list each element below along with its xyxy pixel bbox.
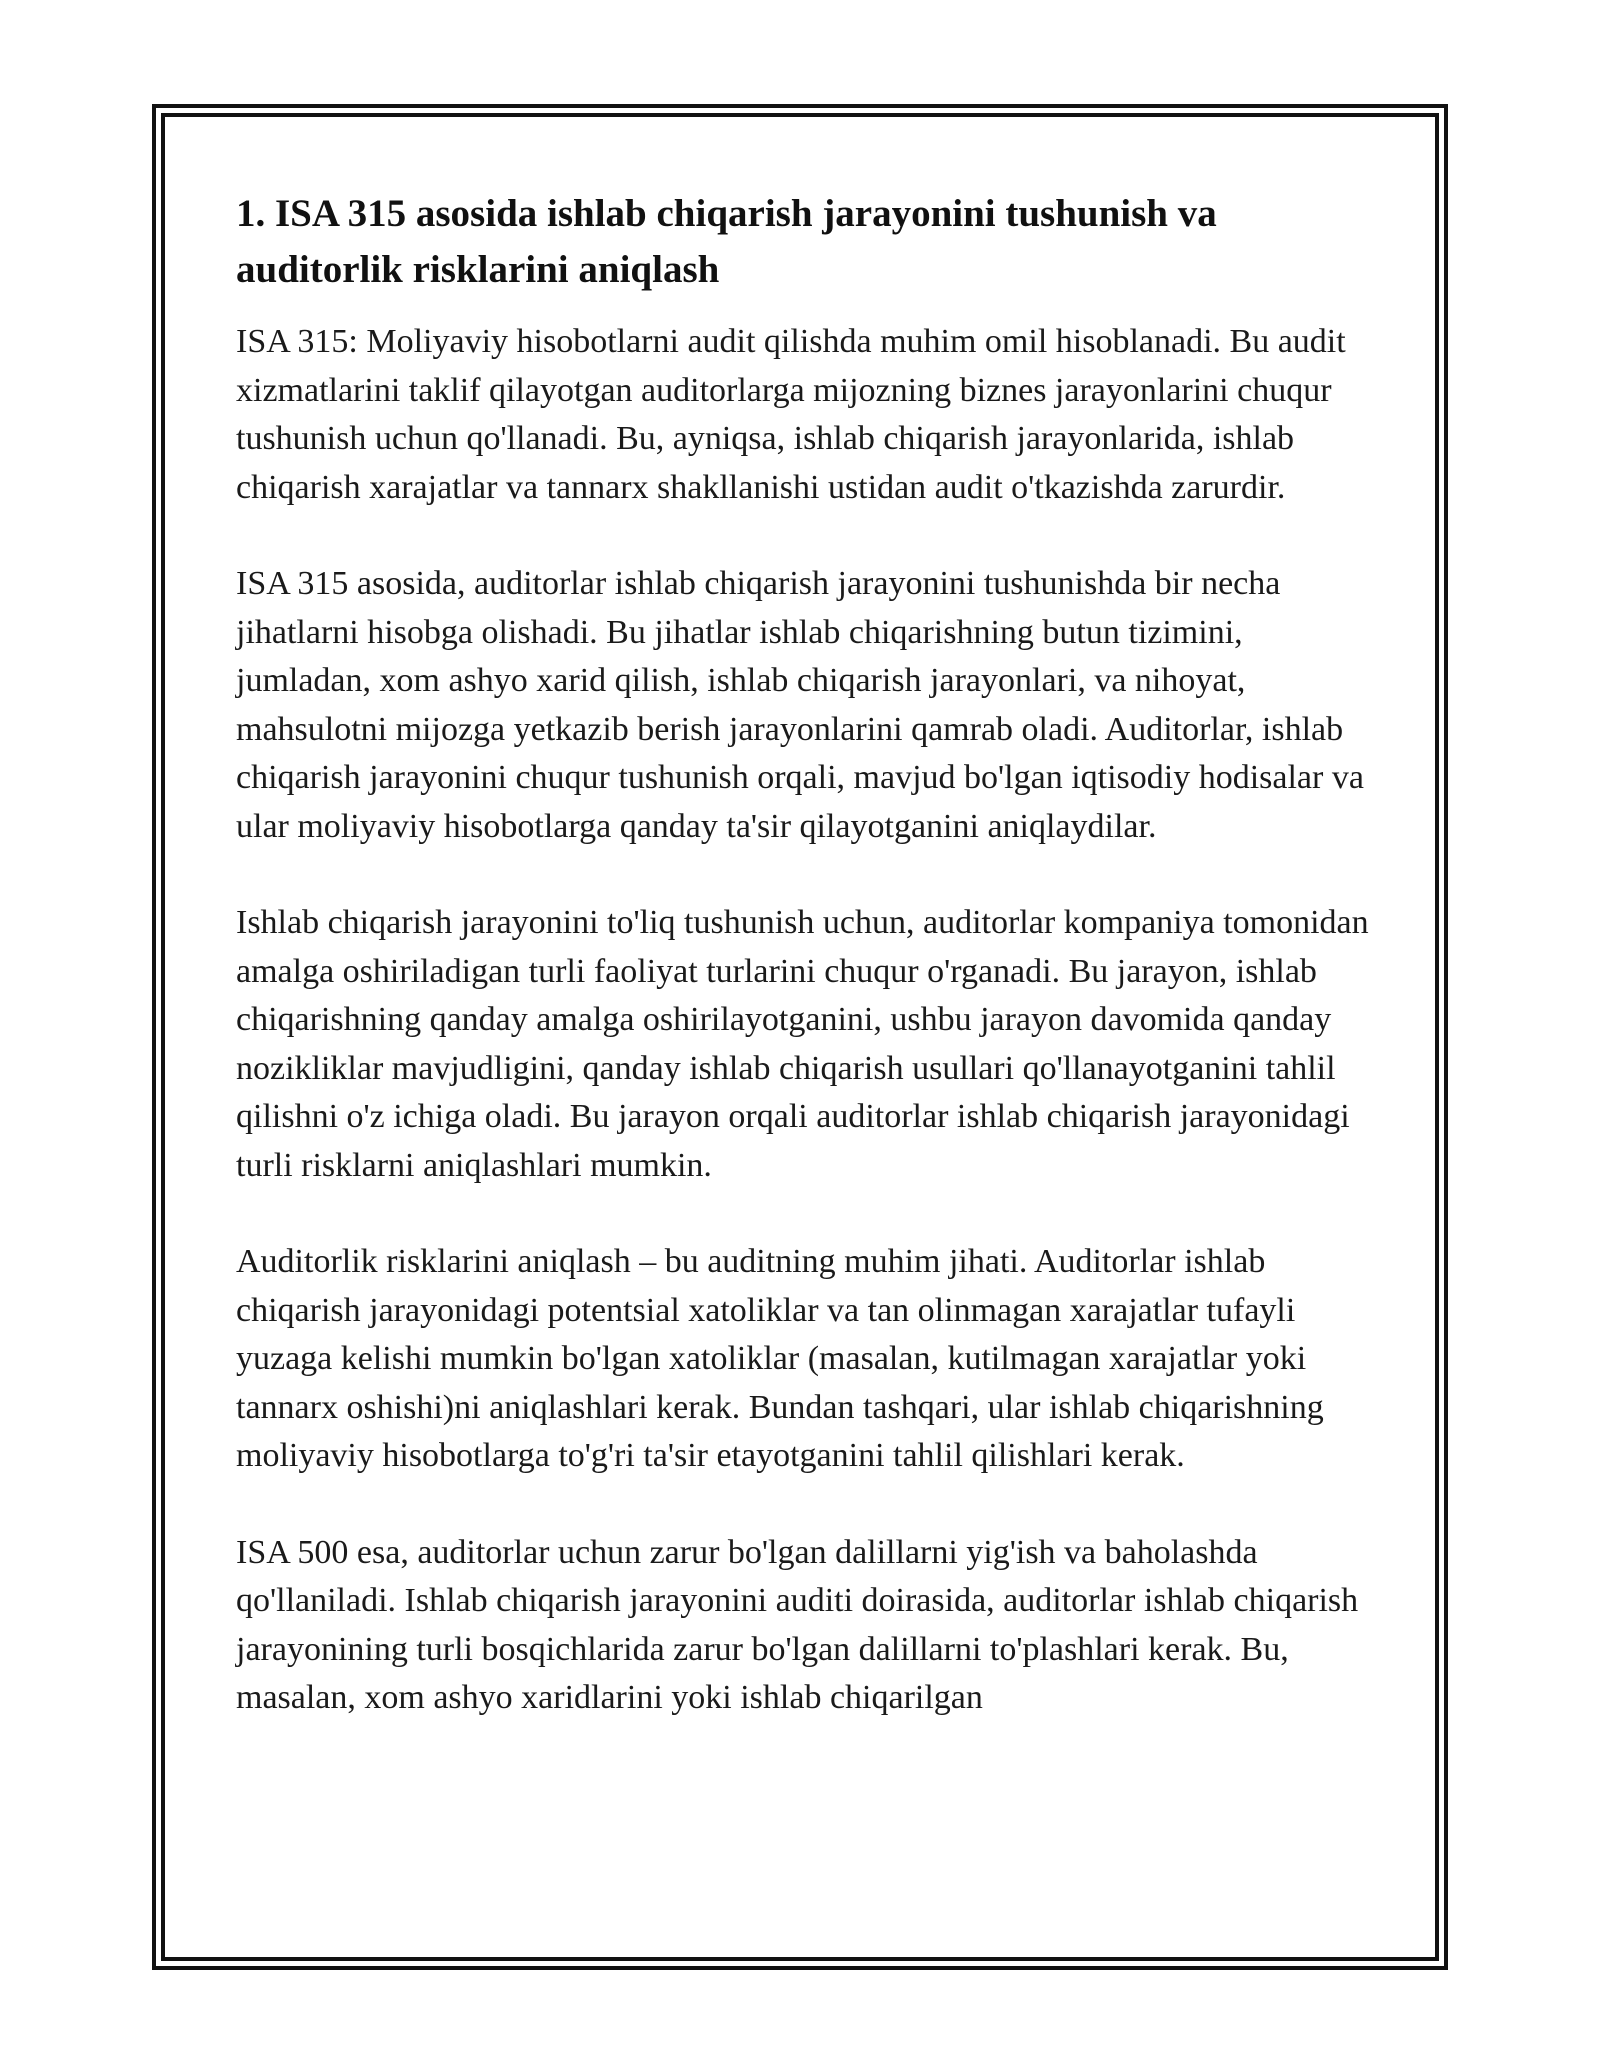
paragraph-2: ISA 315 asosida, auditorlar ishlab chiqarish jarayonini tushunishda bir necha jihatlarni hisobga olishadi. Bu jihatlar ishlab chiqarishning butun tizimini, jumladan, xom ashyo xarid qilish, ishlab chiqarish jarayonlari, va nihoyat, mahsulotni mijozga yetkazib berish jarayonlarini qamrab oladi. Auditorlar, ishlab chiqarish jarayonini chuqur tushunish orqali, mavjud bo'lgan iqtisodiy hodisalar va ular moliyaviy hisobotlarga qanday ta'sir qilayotganini aniqlaydilar. bbox=[236, 565, 1364, 845]
paragraph-4: Auditorlik risklarini aniqlash – bu auditning muhim jihati. Auditorlar ishlab chiqarish jarayonidagi potentsial xatoliklar va tan olinmagan xarajatlar tufayli yuzaga kelishi mumkin bo'lgan xatoliklar (masalan, kutilmagan xarajatlar yoki tannarx oshishi)ni aniqlashlari kerak. Bundan tashqari, ular ishlab chiqarishning moliyaviy hisobotlarga to'g'ri ta'sir etayotganini tahlil qilishlari kerak. bbox=[236, 1243, 1324, 1474]
paragraph-3: Ishlab chiqarish jarayonini to'liq tushunish uchun, auditorlar kompaniya tomonidan amalga oshiriladigan turli faoliyat turlarini chuqur o'rganadi. Bu jarayon, ishlab chiqarishning qanday amalga oshirilayotganini, ushbu jarayon davomida qanday nozikliklar mavjudligini, qanday ishlab chiqarish usullari qo'llanayotganini tahlil qilishni o'z ichiga oladi. Bu jarayon orqali auditorlar ishlab chiqarish jarayonidagi turli risklarni aniqlashlari mumkin. bbox=[236, 904, 1369, 1184]
paragraph-5: ISA 500 esa, auditorlar uchun zarur bo'lgan dalillarni yig'ish va baholashda qo'llaniladi. Ishlab chiqarish jarayonini auditi doirasida, auditorlar ishlab chiqarish jarayonining turli bosqichlarida zarur bo'lgan dalillarni to'plashlari kerak. Bu, masalan, xom ashyo xaridlarini yoki ishlab chiqarilgan bbox=[236, 1533, 1359, 1716]
document-title: 1. ISA 315 asosida ishlab chiqarish jarayonini tushunish va auditorlik risklarini aniqlash bbox=[236, 192, 1217, 291]
paragraph-1: ISA 315: Moliyaviy hisobotlarni audit qilishda muhim omil hisoblanadi. Bu audit xizmatlarini taklif qilayotgan auditorlarga mijozning biznes jarayonlarini chuqur tushunish uchun qo'llanadi. Bu, ayniqsa, ishlab chiqarish jarayonlarida, ishlab chiqarish xarajatlar va tannarx shakllanishi ustidan audit o'tkazishda zarurdir. bbox=[236, 323, 1346, 506]
document-body bbox=[236, 186, 1376, 1771]
